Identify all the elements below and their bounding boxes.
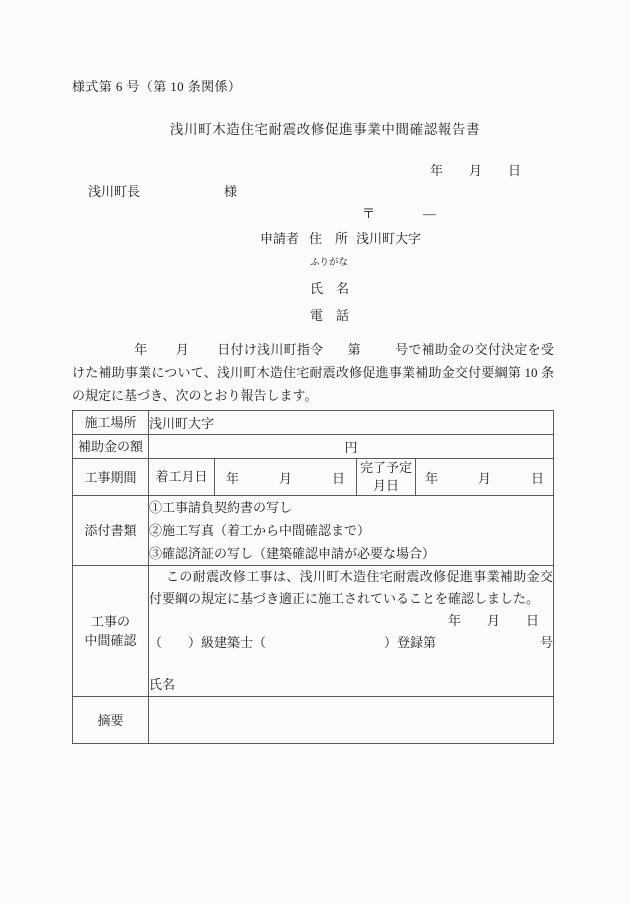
- remarks-value[interactable]: [149, 697, 554, 744]
- addressee-honorific: 様: [224, 184, 238, 199]
- period-end-value[interactable]: [416, 459, 554, 496]
- architect-registration-label: ）登録第: [384, 635, 437, 650]
- body-line1-tail: 号で補助金の交付決定を受けた: [72, 342, 554, 380]
- applicant-label: 申請者: [260, 231, 300, 246]
- table-row: [73, 411, 554, 435]
- architect-line[interactable]: [149, 632, 553, 654]
- mid-month-label: 月: [486, 613, 500, 628]
- addressee-line: [88, 181, 237, 200]
- addressee-name: 浅川町長: [88, 184, 141, 199]
- start-year-label: 年: [225, 470, 239, 486]
- mid-year-label: 年: [447, 613, 461, 628]
- date-year-label: 年: [430, 163, 444, 178]
- period-start-label: 着工月日: [149, 459, 215, 496]
- furigana-label: ふりがな: [310, 258, 349, 268]
- list-item: ②施工写真（着工から中間確認まで）: [149, 523, 371, 538]
- tel-label: 電 話: [310, 308, 350, 323]
- end-day-label: 日: [531, 470, 545, 486]
- attachments-list: [149, 496, 554, 566]
- architect-open-paren: （: [149, 635, 163, 650]
- amount-label: 補助金の額: [73, 435, 149, 459]
- address-value: 浅川町大字: [356, 231, 422, 246]
- list-item: ①工事請負契約書の写し: [149, 500, 293, 515]
- list-item: ③確認済証の写し（建築確認申請が必要な場合）: [149, 546, 436, 561]
- postal-dash: ―: [423, 206, 437, 221]
- applicant-tel-line: [310, 305, 349, 324]
- period-end-label-line1: 完了予定: [359, 460, 412, 475]
- site-label: 施工場所: [73, 411, 149, 435]
- body-order-text: 日付け浅川町指令: [217, 342, 324, 357]
- mid-inspection-body: [149, 566, 554, 697]
- body-line3: 基づき、次のとおり報告します。: [124, 388, 318, 403]
- architect-number-label: 号: [540, 635, 554, 650]
- body-year-label: 年: [134, 342, 148, 357]
- postal-mark-icon: 〒: [362, 206, 376, 221]
- end-year-label: 年: [424, 470, 438, 486]
- table-row: [73, 697, 554, 744]
- period-label: 工事期間: [73, 459, 149, 496]
- mid-inspection-date[interactable]: [149, 610, 553, 632]
- site-value[interactable]: 浅川町大字: [149, 411, 554, 435]
- name-label: 氏 名: [310, 281, 350, 296]
- date-day-label: 日: [508, 163, 522, 178]
- form-number: 様式第 6 号（第 10 条関係）: [72, 79, 242, 94]
- mid-inspection-label: [73, 566, 149, 697]
- date-month-label: 月: [469, 163, 483, 178]
- end-month-label: 月: [478, 470, 492, 486]
- applicant-name-line: [310, 278, 349, 297]
- table-row: [73, 435, 554, 459]
- table-row: [73, 496, 554, 566]
- attachments-label: 添付書類: [73, 496, 149, 566]
- mid-day-label: 日: [526, 613, 540, 628]
- architect-name-label[interactable]: 氏名: [149, 677, 176, 692]
- mid-inspection-label-line2: 中間確認: [84, 633, 137, 648]
- page-title: 浅川町木造住宅耐震改修促進事業中間確認報告書: [169, 122, 481, 137]
- remarks-label: 摘要: [73, 697, 149, 744]
- postal-code-line: [362, 203, 436, 222]
- body-paragraph: [72, 338, 554, 407]
- amount-value[interactable]: 円: [149, 435, 554, 459]
- period-start-value[interactable]: [215, 459, 357, 496]
- table-row: [73, 459, 554, 496]
- applicant-address-line: [260, 228, 421, 247]
- period-end-label-line2: 月日: [372, 478, 399, 493]
- start-day-label: 日: [332, 470, 346, 486]
- submission-date-line: [430, 160, 521, 179]
- body-number-prefix: 第: [347, 342, 361, 357]
- table-row: [73, 566, 554, 697]
- report-table: [72, 410, 554, 744]
- body-month-label: 月: [175, 342, 190, 357]
- body-line2: 補助事業について、浅川町木造住宅耐震改修促進事業補助金交付要綱第 10 条の規定に: [72, 365, 554, 403]
- start-month-label: 月: [278, 470, 292, 486]
- mid-inspection-statement: この耐震改修工事は、浅川町木造住宅耐震改修促進事業補助金交付要綱の規定に基づき適正に施工されていることを確認しました。: [149, 569, 554, 606]
- mid-inspection-label-line1: 工事の: [90, 614, 130, 629]
- address-label: 住 所: [309, 231, 349, 246]
- architect-class-label: ）級建築士（: [188, 635, 267, 650]
- period-end-label: [357, 459, 416, 496]
